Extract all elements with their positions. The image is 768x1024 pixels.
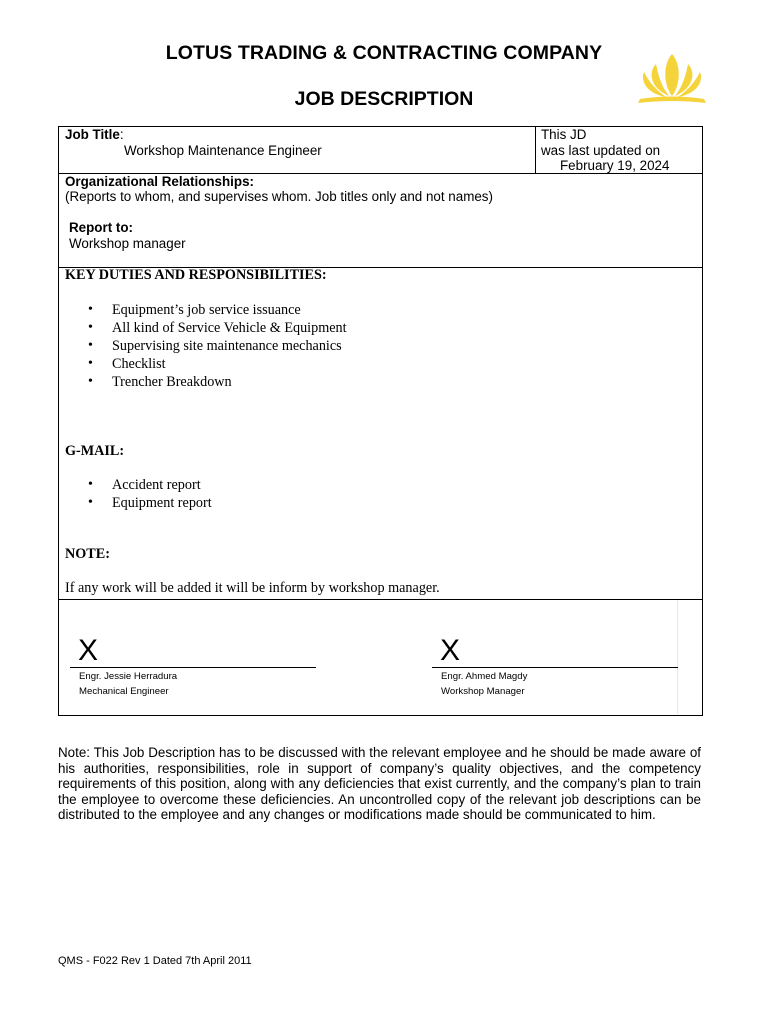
gmail-heading: G-MAIL: bbox=[65, 443, 125, 459]
disclaimer-note: Note: This Job Description has to be discussed with the relevant employee and he should be made aware of his authorities, responsibilities, role in support of company’s quality objectives, and the competency requirements of this position, along with any deficiencies that exist currently, and the company’s plan to train the employee to overcome these deficiencies. An uncontrolled copy of the relevant job descriptions can be distributed to the employee and any changes or modifications made should be communicated to him. bbox=[58, 745, 701, 823]
duties-heading: KEY DUTIES AND RESPONSIBILITIES: bbox=[65, 267, 327, 283]
list-item: • All kind of Service Vehicle & Equipment bbox=[85, 319, 347, 337]
report-to-label: Report to: bbox=[69, 220, 133, 235]
list-item: • Trencher Breakdown bbox=[85, 373, 347, 391]
note-text: If any work will be added it will be inform by workshop manager. bbox=[65, 580, 440, 596]
duties-list bbox=[85, 301, 347, 391]
list-item: • Equipment report bbox=[85, 494, 212, 512]
list-item: • Accident report bbox=[85, 476, 212, 494]
job-title-colon: : bbox=[119, 127, 124, 142]
signatory-name: Engr. Jessie Herradura bbox=[79, 671, 178, 682]
report-to-value: Workshop manager bbox=[69, 236, 186, 251]
signature-mark: X bbox=[78, 634, 99, 667]
job-title-value: Workshop Maintenance Engineer bbox=[124, 143, 322, 158]
org-label: Organizational Relationships: bbox=[65, 174, 254, 189]
table-divider bbox=[677, 600, 678, 714]
signatory-name: Engr. Ahmed Magdy bbox=[441, 671, 528, 682]
note-heading: NOTE: bbox=[65, 546, 110, 562]
job-description-table bbox=[58, 126, 703, 716]
org-description: (Reports to whom, and supervises whom. Job titles only and not names) bbox=[65, 189, 493, 204]
list-item: • Equipment’s job service issuance bbox=[85, 301, 347, 319]
updated-line1: This JD bbox=[541, 127, 587, 142]
gmail-list bbox=[85, 476, 212, 512]
list-item: • Checklist bbox=[85, 355, 347, 373]
table-divider bbox=[535, 127, 536, 173]
document-title: JOB DESCRIPTION bbox=[294, 88, 474, 110]
signature-line bbox=[70, 667, 316, 668]
job-title-label-row bbox=[65, 127, 124, 143]
company-name: LOTUS TRADING & CONTRACTING COMPANY bbox=[165, 42, 603, 64]
signature-mark: X bbox=[440, 634, 461, 667]
updated-line2: was last updated on bbox=[541, 143, 661, 158]
updated-date: February 19, 2024 bbox=[560, 158, 670, 173]
table-divider bbox=[59, 599, 702, 600]
signature-line bbox=[432, 667, 678, 668]
list-item: • Supervising site maintenance mechanics bbox=[85, 337, 347, 355]
signatory-role: Workshop Manager bbox=[441, 686, 525, 697]
form-reference-footer: QMS - F022 Rev 1 Dated 7th April 2011 bbox=[58, 955, 252, 967]
lotus-logo-icon bbox=[636, 50, 708, 108]
signatory-role: Mechanical Engineer bbox=[79, 686, 169, 697]
job-title-label: Job Title bbox=[65, 127, 120, 142]
